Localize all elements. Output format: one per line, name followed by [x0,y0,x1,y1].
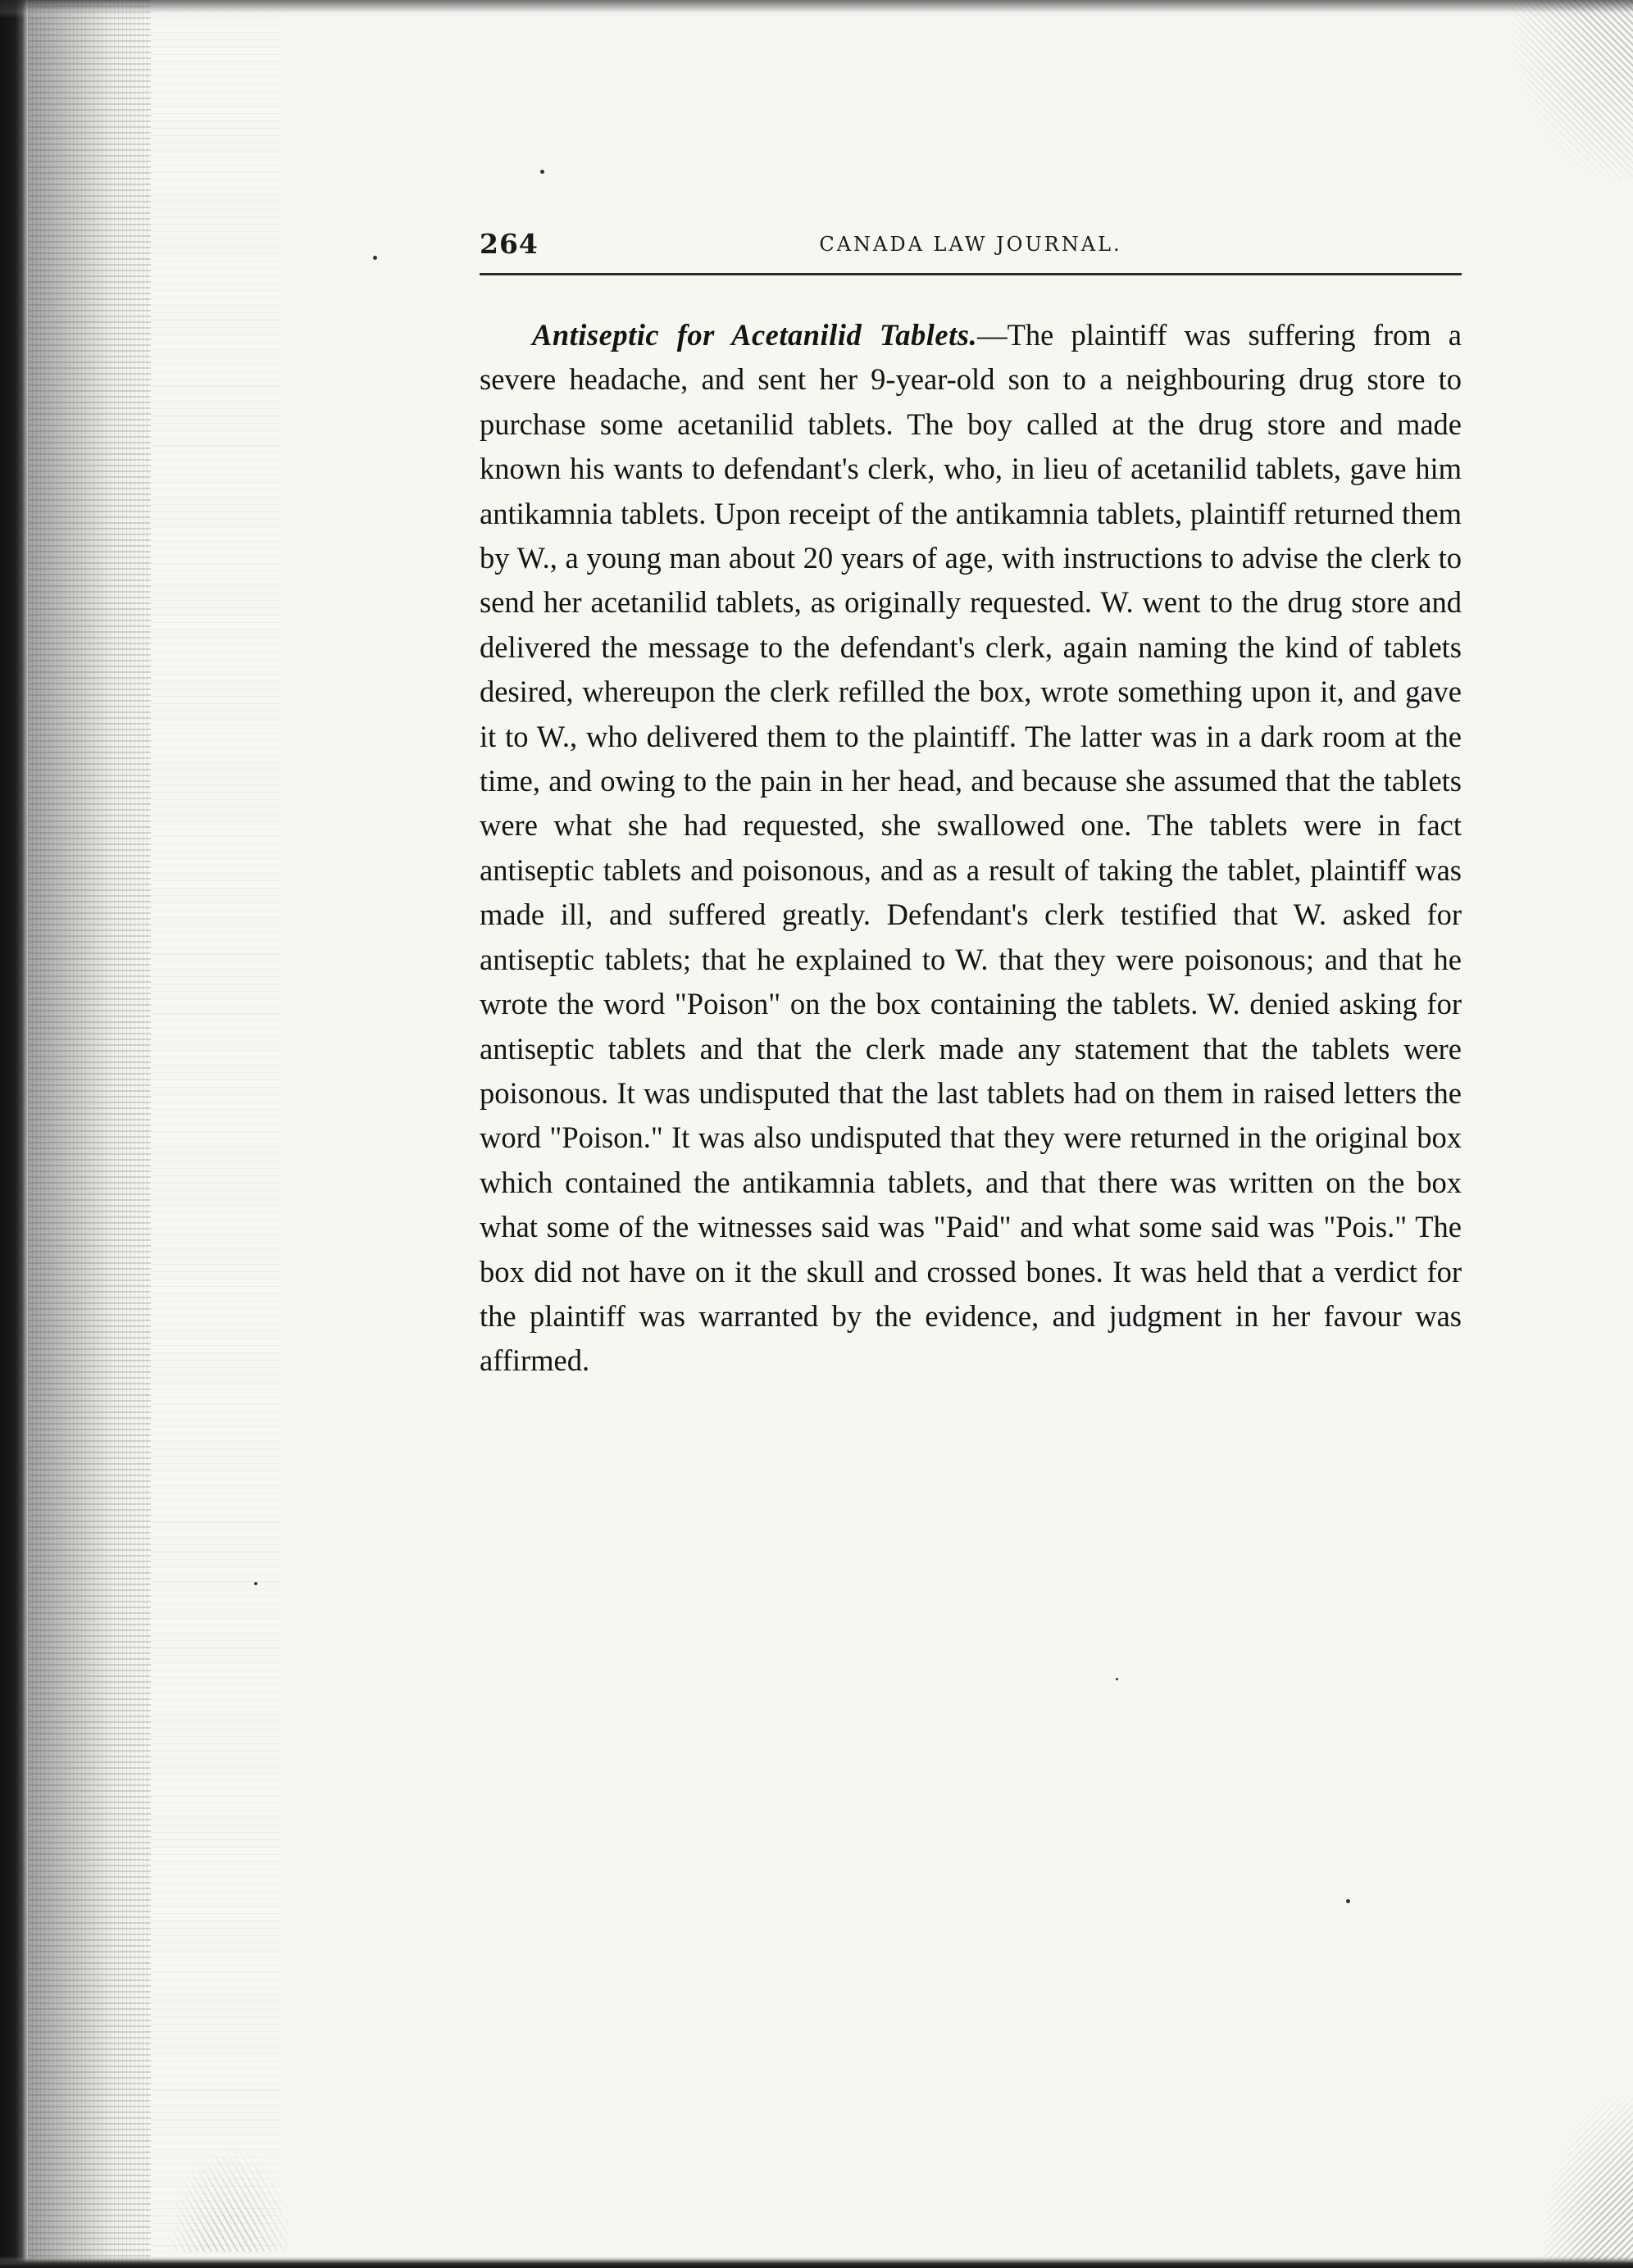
page-number: 264 [480,228,539,260]
article-text: —The plaintiff was suffering from a severe headache, and sent her 9-year-old son to a neighbouring drug store to purchase some acetanilid tablets. The boy called at the drug store and made known his wants to defendant's clerk, who, in lieu of acetanilid tablets, gave him antikamnia tablets. Upon receipt of the antikamnia tablets, plaintiff returned them by W., a young man about 20 years of age, with instructions to advise the clerk to send her acetanilid tablets, as originally requested. W. went to the drug store and delivered the message to the defendant's clerk, again naming the kind of tablets desired, whereupon the clerk refilled the box, wrote something upon it, and gave it to W., who delivered them to the plaintiff. The latter was in a dark room at the time, and owing to the pain in her head, and because she assumed that the tablets were what she had requested, she swallowed one. The tablets were in fact antiseptic tablets and poisonous, and as a result of taking the tablet, plaintiff was made ill, and suffered greatly. Defendant's clerk testified that W. asked for antiseptic tablets; that he explained to W. that they were poisonous; and that he wrote the word "Poison" on the box containing the tablets. W. denied asking for antiseptic tablets and that the clerk made any statement that the tablets were poisonous. It was undisputed that the last tablets had on them in raised letters the word "Poison." It was also undisputed that they were returned in the original box which contained the antikamnia tablets, and that there was written on the box what some of the witnesses said was "Paid" and what some said was "Pois." The box did not have on it the skull and crossed bones. It was held that a verdict for the plaintiff was warranted by the evidence, and judgment in her favour was affirmed. [480,318,1462,1378]
speck [254,1582,257,1585]
scan-noise-light [151,0,282,2268]
scan-noise-top-right [1510,0,1633,180]
page-header [480,223,1462,272]
header-rule [480,273,1462,275]
page-top-shadow [0,0,1633,18]
article-body [480,313,1462,1384]
scan-noise-bottom-left [164,2145,295,2252]
speck [1346,1899,1350,1903]
scan-noise-bottom-right [1543,2096,1633,2260]
running-head: CANADA LAW JOURNAL. [819,233,1122,256]
article-paragraph [480,313,1462,1384]
speck [373,256,377,260]
page-bottom-shadow [0,2257,1633,2268]
speck [540,170,544,174]
page-left-shadow [0,0,28,2268]
article-title: Antiseptic for Acetanilid Tablets. [532,318,978,352]
speck [1116,1678,1118,1680]
scan-noise-band [28,0,151,2268]
